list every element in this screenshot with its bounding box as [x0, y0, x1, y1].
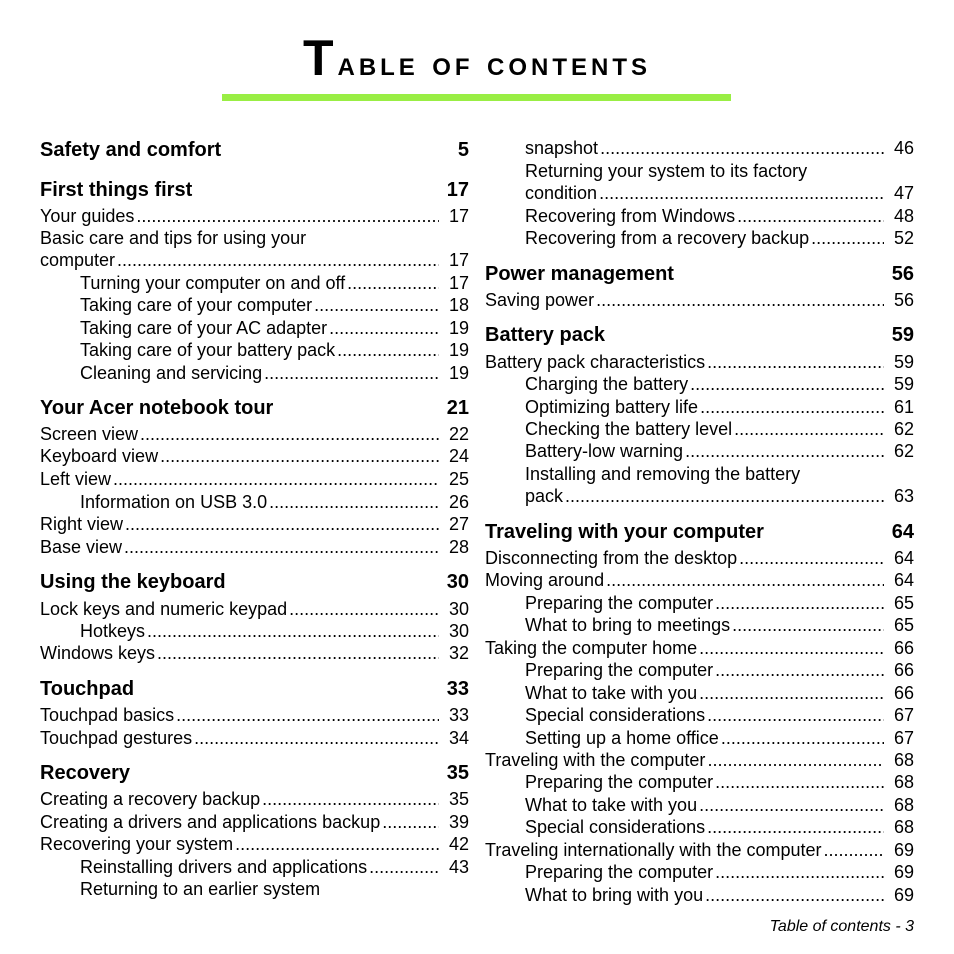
dot-leader	[314, 294, 439, 316]
entry-page-number: 59	[893, 352, 914, 372]
page-title	[0, 30, 954, 92]
dot-leader	[715, 592, 884, 614]
entry-page-number: 47	[893, 183, 914, 203]
dot-leader	[739, 547, 884, 569]
section-page-number: 56	[891, 263, 914, 285]
entry-title: Special considerations	[525, 705, 706, 725]
entry-title: Disconnecting from the desktop	[485, 548, 738, 568]
entry-page-number: 33	[448, 705, 469, 725]
toc-entry[interactable]	[485, 727, 914, 749]
entry-title-continued: pack	[525, 486, 564, 506]
dot-leader	[329, 317, 439, 339]
toc-entry[interactable]	[485, 569, 914, 591]
entry-page-number: 69	[893, 885, 914, 905]
entry-page-number: 66	[893, 638, 914, 658]
entry-page-number: 30	[448, 599, 469, 619]
toc-entry[interactable]	[40, 727, 469, 749]
dot-leader	[235, 833, 439, 855]
entry-page-number: 68	[893, 817, 914, 837]
toc-entry[interactable]	[485, 160, 914, 204]
toc-entry[interactable]	[40, 272, 469, 294]
dot-leader	[715, 771, 884, 793]
entry-page-number: 34	[448, 728, 469, 748]
dot-leader	[382, 811, 439, 833]
entry-page-number: 67	[893, 728, 914, 748]
dot-leader	[262, 788, 439, 810]
entry-title: Checking the battery level	[525, 419, 733, 439]
section-title: Traveling with your computer	[485, 521, 764, 543]
dot-leader	[269, 491, 439, 513]
section-page-number: 35	[446, 762, 469, 784]
entry-page-number: 52	[893, 228, 914, 248]
toc-entry[interactable]	[40, 833, 469, 855]
entry-title: Touchpad gestures	[40, 728, 193, 748]
toc-entry[interactable]	[485, 816, 914, 838]
dot-leader	[707, 704, 884, 726]
toc-entry[interactable]	[485, 289, 914, 311]
toc-entry[interactable]	[485, 463, 914, 507]
toc-section-heading[interactable]	[40, 569, 469, 595]
dot-leader	[369, 856, 439, 878]
entry-title: What to bring with you	[525, 885, 704, 905]
dot-leader	[140, 423, 439, 445]
entry-page-number: 65	[893, 615, 914, 635]
entry-title: Your guides	[40, 206, 135, 226]
section-title: First things first	[40, 179, 193, 201]
page-title-rest: able of contents	[337, 45, 652, 83]
toc-section-heading[interactable]	[40, 676, 469, 702]
dot-leader	[117, 249, 439, 271]
section-title: Safety and comfort	[40, 139, 222, 161]
entry-page-number: 67	[893, 705, 914, 725]
toc-entry[interactable]	[485, 682, 914, 704]
toc-entry[interactable]	[485, 771, 914, 793]
dot-leader	[125, 513, 439, 535]
toc-entry[interactable]	[40, 788, 469, 810]
toc-entry[interactable]	[485, 794, 914, 816]
dot-leader	[600, 137, 884, 159]
entry-title: Preparing the computer	[525, 862, 714, 882]
dot-leader	[264, 362, 439, 384]
dot-leader	[705, 884, 884, 906]
section-title: Using the keyboard	[40, 571, 226, 593]
entry-title: Traveling with the computer	[485, 750, 706, 770]
dot-leader	[565, 485, 884, 507]
entry-page-number: 24	[448, 446, 469, 466]
toc-entry[interactable]	[40, 294, 469, 316]
entry-page-number: 69	[893, 862, 914, 882]
dot-leader	[147, 620, 439, 642]
entry-title: Recovering from Windows	[525, 206, 736, 226]
entry-page-number: 28	[448, 537, 469, 557]
entry-title: Lock keys and numeric keypad	[40, 599, 288, 619]
dot-leader	[700, 396, 884, 418]
toc-entry[interactable]	[40, 642, 469, 664]
toc-entry[interactable]	[485, 592, 914, 614]
entry-page-number: 61	[893, 397, 914, 417]
dot-leader	[721, 727, 884, 749]
toc-entry[interactable]	[40, 811, 469, 833]
dot-leader	[699, 637, 884, 659]
dot-leader	[606, 569, 884, 591]
toc-entry[interactable]	[485, 637, 914, 659]
dot-leader	[734, 418, 884, 440]
entry-title: Touchpad basics	[40, 705, 175, 725]
entry-title: What to take with you	[525, 795, 698, 815]
toc-section-heading[interactable]	[40, 177, 469, 203]
dot-leader	[160, 445, 439, 467]
toc-entry[interactable]	[40, 423, 469, 445]
entry-page-number: 59	[893, 374, 914, 394]
entry-title: Windows keys	[40, 643, 156, 663]
entry-page-number: 66	[893, 660, 914, 680]
entry-page-number: 18	[448, 295, 469, 315]
entry-title: What to take with you	[525, 683, 698, 703]
entry-page-number: 46	[893, 138, 914, 158]
entry-title: Installing and removing the battery	[525, 464, 801, 484]
entry-title: Charging the battery	[525, 374, 689, 394]
toc-entry[interactable]	[40, 227, 469, 271]
dot-leader	[136, 205, 439, 227]
entry-title: Returning your system to its factory	[525, 161, 808, 181]
section-page-number: 64	[891, 521, 914, 543]
entry-title: Turning your computer on and off	[80, 273, 346, 293]
entry-page-number: 65	[893, 593, 914, 613]
dot-leader	[811, 227, 884, 249]
toc-entry[interactable]	[40, 468, 469, 490]
entry-title: Cleaning and servicing	[80, 363, 263, 383]
entry-title: Right view	[40, 514, 124, 534]
entry-title: Returning to an earlier system	[80, 879, 321, 899]
entry-title: Preparing the computer	[525, 593, 714, 613]
toc-entry[interactable]	[485, 884, 914, 906]
entry-title: Traveling internationally with the computer	[485, 840, 822, 860]
dot-leader	[176, 704, 439, 726]
entry-page-number: 64	[893, 548, 914, 568]
entry-title-continued: computer	[40, 250, 116, 270]
entry-page-number: 48	[893, 206, 914, 226]
entry-page-number: 27	[448, 514, 469, 534]
section-title: Battery pack	[485, 324, 606, 346]
entry-page-number: 62	[893, 419, 914, 439]
entry-title-continued: condition	[525, 183, 598, 203]
entry-page-number: 42	[448, 834, 469, 854]
entry-page-number: 17	[448, 250, 469, 270]
toc-entry[interactable]	[40, 205, 469, 227]
entry-title: Optimizing battery life	[525, 397, 699, 417]
section-page-number: 21	[446, 397, 469, 419]
toc-entry[interactable]	[485, 547, 914, 569]
entry-page-number: 43	[448, 857, 469, 877]
entry-title: Taking care of your AC adapter	[80, 318, 328, 338]
entry-title: Preparing the computer	[525, 772, 714, 792]
dot-leader	[596, 289, 884, 311]
entry-title: Setting up a home office	[525, 728, 719, 748]
entry-title: Battery-low warning	[525, 441, 684, 461]
dot-leader	[732, 614, 884, 636]
dot-leader	[824, 839, 885, 861]
entry-title: What to bring to meetings	[525, 615, 731, 635]
entry-page-number: 66	[893, 683, 914, 703]
toc-entry[interactable]	[485, 440, 914, 462]
dot-leader	[599, 182, 884, 204]
entry-page-number: 22	[448, 424, 469, 444]
entry-page-number: 19	[448, 363, 469, 383]
section-title: Touchpad	[40, 678, 135, 700]
section-title: Power management	[485, 263, 674, 285]
entry-title: Left view	[40, 469, 112, 489]
toc-entry[interactable]	[485, 396, 914, 418]
toc-section-heading[interactable]	[40, 760, 469, 786]
section-title: Your Acer notebook tour	[40, 397, 274, 419]
entry-page-number: 30	[448, 621, 469, 641]
toc-section-heading[interactable]	[485, 519, 914, 545]
toc-entry[interactable]	[40, 856, 469, 878]
dot-leader	[113, 468, 439, 490]
page-title-initial: T	[302, 30, 338, 86]
dot-leader	[289, 598, 439, 620]
section-page-number: 17	[446, 179, 469, 201]
entry-page-number: 32	[448, 643, 469, 663]
entry-page-number: 39	[448, 812, 469, 832]
entry-title: snapshot	[525, 138, 599, 158]
entry-page-number: 69	[893, 840, 914, 860]
toc-entry[interactable]	[485, 418, 914, 440]
dot-leader	[737, 205, 884, 227]
entry-title: Reinstalling drivers and applications	[80, 857, 368, 877]
entry-page-number: 63	[893, 486, 914, 506]
toc-entry[interactable]	[485, 704, 914, 726]
toc-entry[interactable]	[40, 339, 469, 361]
page-footer: Table of contents - 3	[769, 918, 914, 935]
dot-leader	[707, 351, 884, 373]
entry-page-number: 26	[448, 492, 469, 512]
entry-page-number: 56	[893, 290, 914, 310]
entry-page-number: 35	[448, 789, 469, 809]
entry-page-number: 68	[893, 750, 914, 770]
entry-title: Battery pack characteristics	[485, 352, 706, 372]
dot-leader	[124, 536, 439, 558]
dot-leader	[707, 749, 884, 771]
dot-leader	[690, 373, 884, 395]
dot-leader	[157, 642, 439, 664]
entry-title: Creating a recovery backup	[40, 789, 261, 809]
toc-entry[interactable]	[485, 861, 914, 883]
toc-entry[interactable]	[485, 227, 914, 249]
toc-entry[interactable]	[485, 749, 914, 771]
dot-leader	[699, 682, 884, 704]
toc-entry[interactable]	[40, 878, 469, 900]
toc-entry[interactable]	[485, 205, 914, 227]
toc-entry[interactable]	[40, 362, 469, 384]
toc-entry[interactable]	[40, 620, 469, 642]
entry-page-number: 68	[893, 772, 914, 792]
entry-title: Base view	[40, 537, 123, 557]
toc-entry[interactable]	[40, 491, 469, 513]
toc-entry[interactable]	[40, 445, 469, 467]
entry-title: Screen view	[40, 424, 139, 444]
dot-leader	[337, 339, 439, 361]
section-page-number: 30	[446, 571, 469, 593]
entry-title: Basic care and tips for using your	[40, 228, 307, 248]
entry-page-number: 64	[893, 570, 914, 590]
dot-leader	[699, 794, 884, 816]
entry-title: Moving around	[485, 570, 605, 590]
toc-entry[interactable]	[485, 351, 914, 373]
entry-page-number: 19	[448, 318, 469, 338]
entry-title: Taking care of your computer	[80, 295, 313, 315]
entry-title: Taking care of your battery pack	[80, 340, 336, 360]
toc-entry[interactable]	[40, 536, 469, 558]
dot-leader	[715, 659, 884, 681]
entry-title: Information on USB 3.0	[80, 492, 268, 512]
toc-entry[interactable]	[40, 513, 469, 535]
entry-page-number: 19	[448, 340, 469, 360]
section-page-number: 59	[891, 324, 914, 346]
toc-entry[interactable]	[485, 839, 914, 861]
toc-entry[interactable]	[40, 598, 469, 620]
toc-entry[interactable]	[485, 659, 914, 681]
toc-section-heading[interactable]	[40, 395, 469, 421]
dot-leader	[347, 272, 439, 294]
dot-leader	[715, 861, 884, 883]
section-page-number: 33	[446, 678, 469, 700]
toc-entry[interactable]	[40, 317, 469, 339]
section-page-number: 5	[457, 139, 469, 161]
entry-page-number: 17	[448, 273, 469, 293]
toc-section-heading[interactable]	[485, 261, 914, 287]
entry-page-number: 62	[893, 441, 914, 461]
toc-entry[interactable]	[485, 373, 914, 395]
entry-page-number: 25	[448, 469, 469, 489]
dot-leader	[194, 727, 439, 749]
entry-title: Hotkeys	[80, 621, 146, 641]
entry-title: Taking the computer home	[485, 638, 698, 658]
entry-page-number: 68	[893, 795, 914, 815]
dot-leader	[685, 440, 884, 462]
entry-title: Creating a drivers and applications backup	[40, 812, 381, 832]
entry-title: Recovering your system	[40, 834, 234, 854]
toc-entry[interactable]	[40, 704, 469, 726]
entry-title: Special considerations	[525, 817, 706, 837]
section-title: Recovery	[40, 762, 131, 784]
entry-title: Keyboard view	[40, 446, 159, 466]
entry-title: Preparing the computer	[525, 660, 714, 680]
entry-title: Recovering from a recovery backup	[525, 228, 810, 248]
toc-entry[interactable]	[485, 614, 914, 636]
dot-leader	[707, 816, 884, 838]
entry-page-number: 17	[448, 206, 469, 226]
entry-title: Saving power	[485, 290, 595, 310]
toc-section-heading[interactable]	[40, 137, 469, 163]
title-underline	[222, 94, 731, 101]
toc-entry[interactable]	[485, 137, 914, 159]
toc-section-heading[interactable]	[485, 322, 914, 348]
